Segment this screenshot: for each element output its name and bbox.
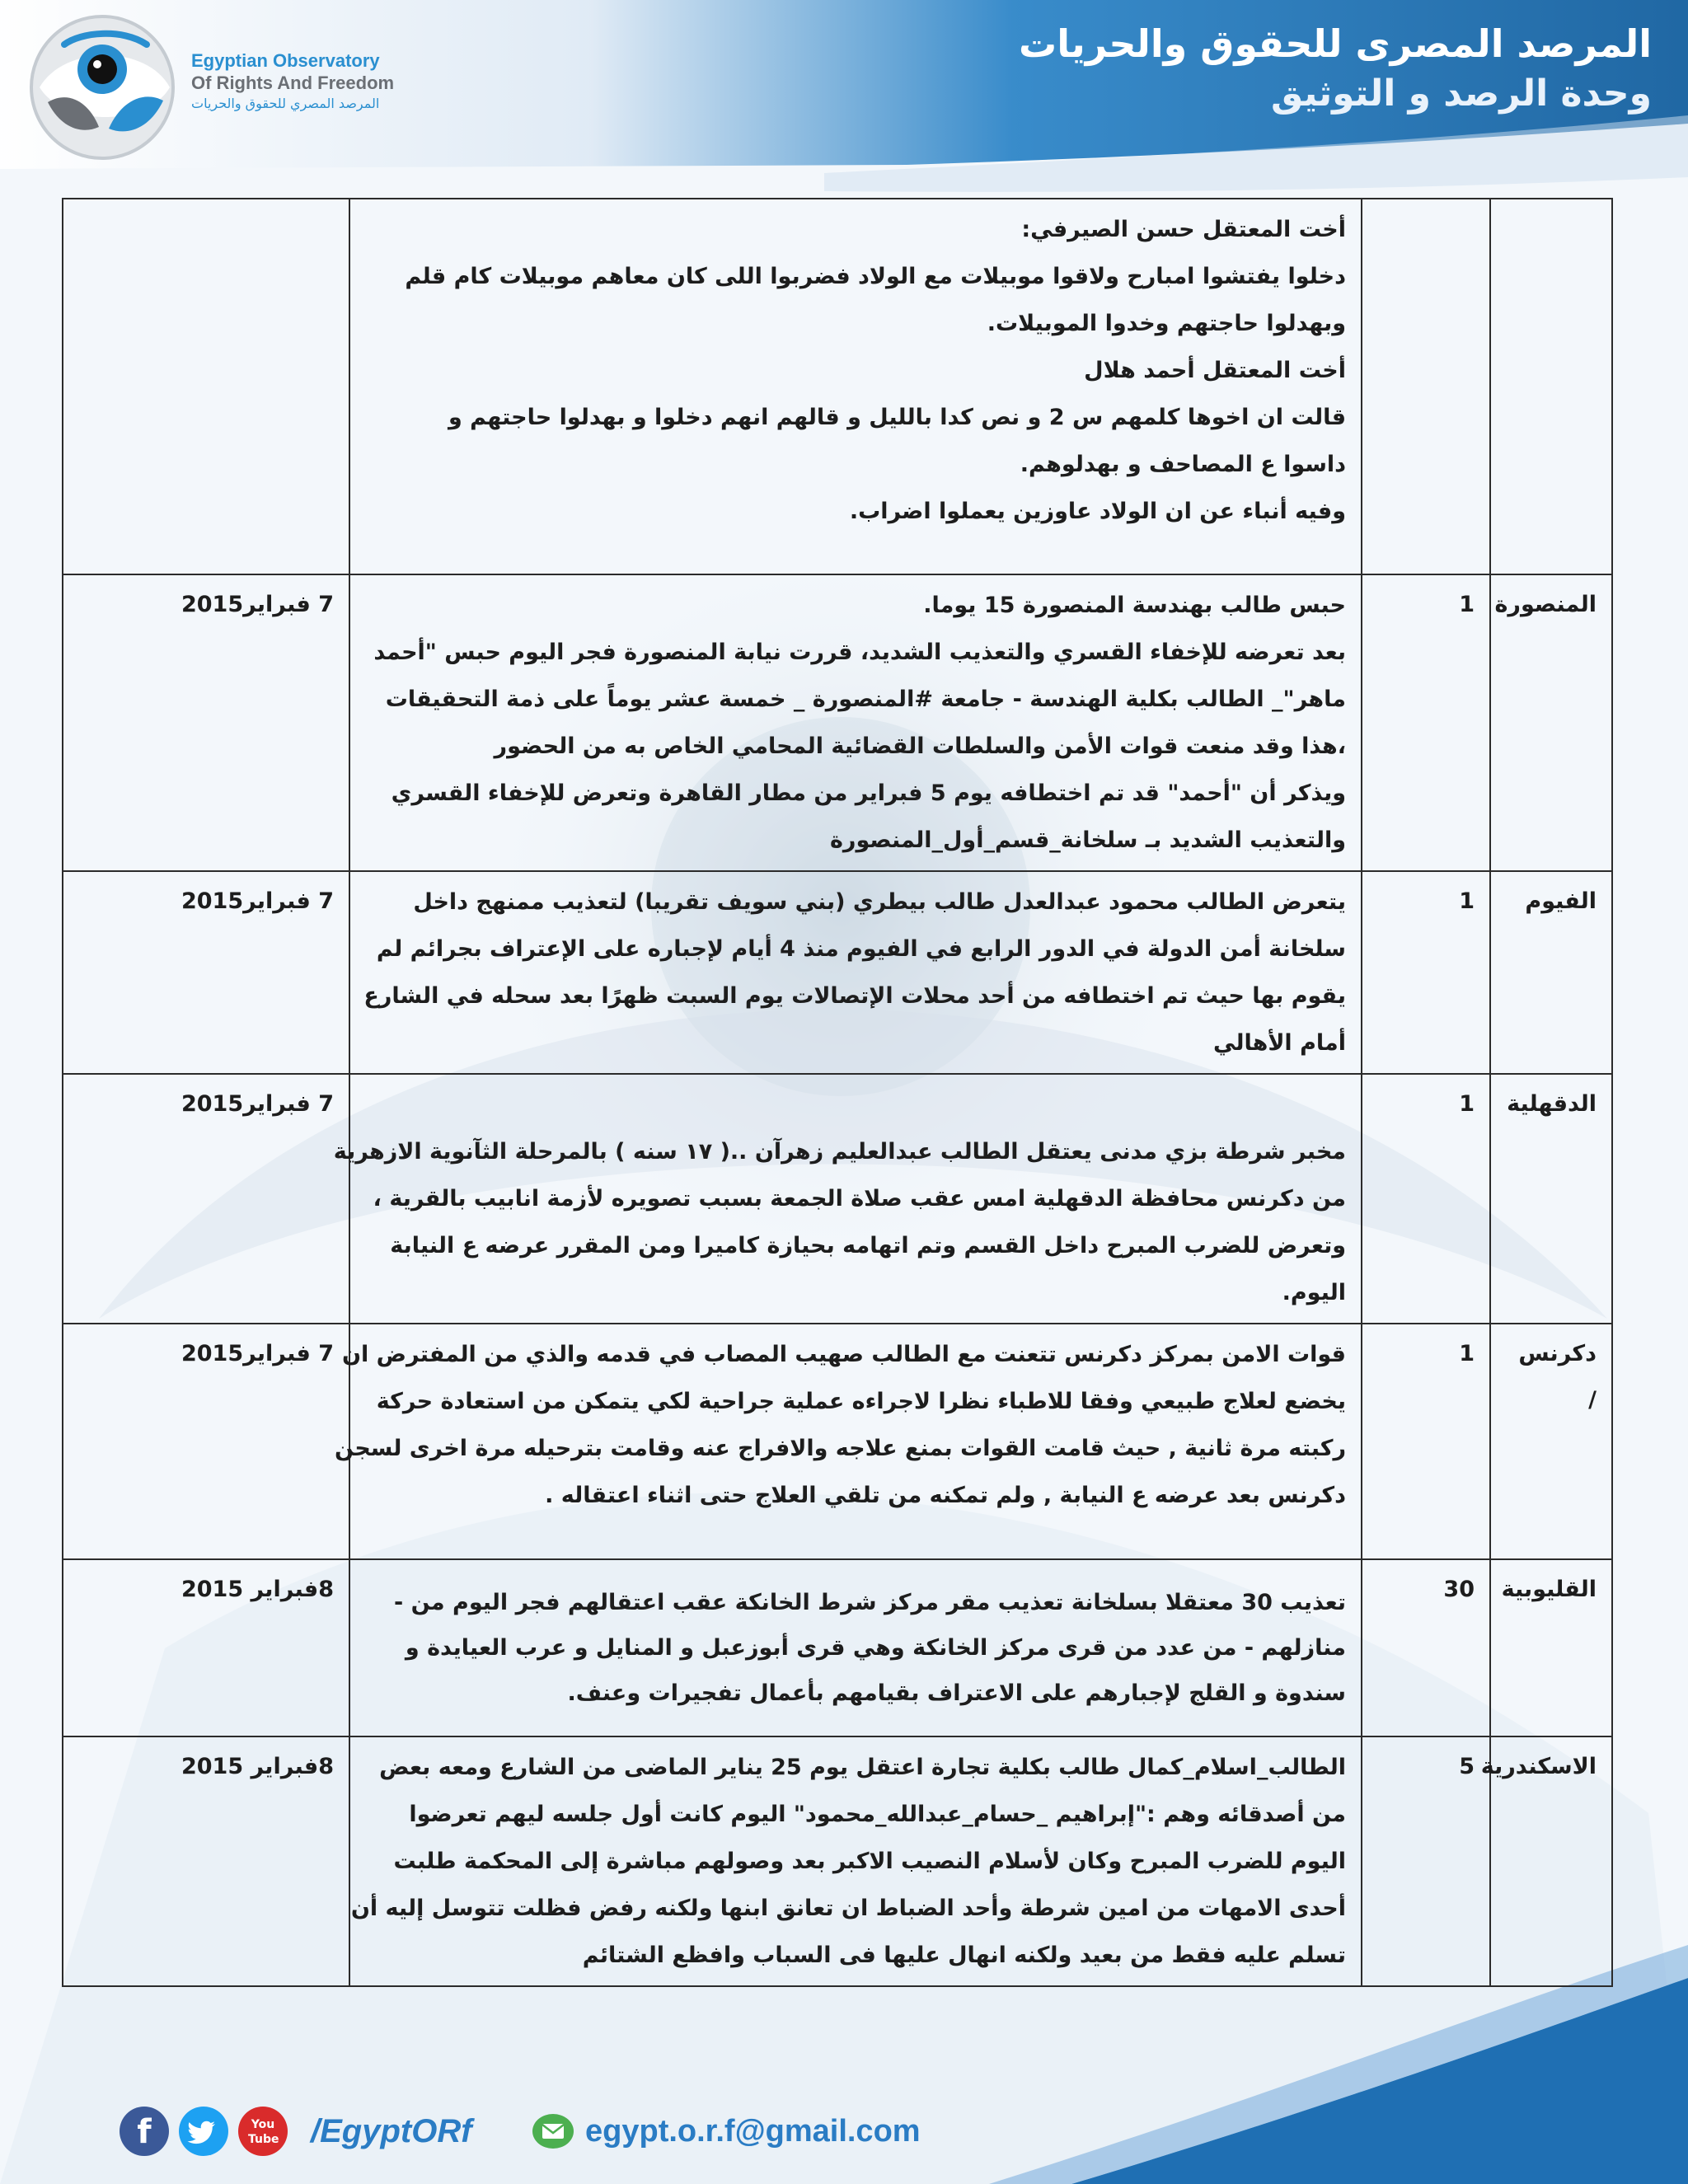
count-cell [1362,199,1490,574]
description-line: اليوم للضرب المبرح وكان لأسلام النصيب الاكبر بعد وصولهم مباشرة إلى المحكمة طلبت [393,1849,1346,1874]
description-line: ماهر"_ الطالب بكلية الهندسة - جامعة #المنصورة _ خمسة عشر يوماً على ذمة التحقيقات [385,687,1346,712]
count-cell: 5 [1362,1736,1490,1986]
description-line: داسوا ع المصاحف و بهدلوهم. [1020,452,1346,477]
youtube-label: You Tube [248,2118,279,2146]
governorate-cell: القليوبية [1490,1559,1612,1736]
date-cell: 7 فبراير2015 [63,1324,349,1559]
count-cell: 1 [1362,1324,1490,1559]
description-cell [349,574,1362,871]
description-line: من أصدقائه وهم :"إبراهيم _حسام_عبدالله_محمود" اليوم كانت أول جلسه ليهم تعرضوا [409,1802,1346,1827]
count-cell: 1 [1362,871,1490,1074]
logo-text [191,49,394,114]
description-cell [335,1324,1362,1559]
description-line: مخبر شرطة بزي مدنى يعتقل الطالب عبدالعليم زهرآن ..( ١٧ سنه ) بالمرحلة الثآنوية الازهرية [333,1139,1346,1165]
contact-email[interactable]: egypt.o.r.f@gmail.com [585,2114,921,2149]
description-line: سندوة و القلج لإجبارهم على الاعتراف بقيامهم بأعمال تفجيرات وعنف. [567,1680,1346,1706]
description-line: أخت المعتقل أحمد هلال [1084,358,1346,383]
header [1019,18,1652,119]
governorate-cell: الدقهلية [1490,1074,1612,1324]
date-cell: 8فبراير 2015 [63,1559,349,1736]
observatory-logo [23,12,188,162]
description-line: قالت ان اخوها كلمهم س 2 و نص كدا بالليل و قالهم انهم دخلوا و بهدلوا حاجتهم و [448,405,1346,430]
date-cell: 7 فبراير2015 [63,574,349,871]
description-cell [349,1559,1362,1736]
description-line: وتعرض للضرب المبرح داخل القسم وتم اتهامه بحيازة كاميرا ومن المقرر عرضه ع النيابة [390,1233,1346,1258]
table-row [63,1074,1612,1324]
table-row [63,574,1612,871]
description-line: تسلم عليه فقط من بعيد ولكنه انهال عليها فى السباب وافظع الشتائم [582,1943,1346,1968]
description-line: يقوم بها حيث تم اختطافه من أحد محلات الإتصالات يوم السبت ظهرًا بعد سحله في الشارع [363,983,1346,1009]
description-line: من دكرنس محافظة الدقهلية امس عقب صلاة الجمعة بسبب تصويره لأزمة انابيب بالقرية ، [373,1186,1346,1212]
description-line: سلخانة أمن الدولة في الدور الرابع في الفيوم منذ 4 أيام لإجباره على الإعتراف بجرائم لم [376,936,1346,962]
logo-arabic-line: المرصد المصري للحقوق والحريات [191,96,380,111]
description-cell [333,1074,1362,1324]
description-line: وبهدلوا حاجتهم وخدوا الموبيلات. [987,311,1346,336]
logo-english-line2: Of Rights And Freedom [191,73,395,93]
description-line: ،هذا وقد منعت قوات الأمن والسلطات القضائية المحامي الخاص به من الحضور [494,733,1346,759]
facebook-icon[interactable]: f [120,2107,169,2156]
description-line [365,1567,1346,1580]
description-line: ركبته مرة ثانية , حيث قامت القوات بمنع علاجه والافراج عنه وقامت بترحيله مرة اخرى لسجن [335,1436,1346,1461]
description-line: اليوم. [1282,1280,1346,1305]
description-line: والتعذيب الشديد بـ سلخانة_قسم_أول_المنصورة [829,827,1346,853]
description-line: أمام الأهالي [1213,1030,1346,1056]
date-cell: 8فبراير 2015 [63,1736,349,1986]
logo-english-line1: Egyptian Observatory [191,50,380,71]
youtube-icon[interactable] [238,2107,288,2156]
description-line: يخضع لعلاج طبيعي وفقا للاطباء نظرا لاجراءه عملية جراحية لكي يتمكن من استعادة حركة [376,1389,1346,1414]
count-cell: 1 [1362,1074,1490,1324]
table-row [63,1324,1612,1559]
table-row [63,1559,1612,1736]
description-line: تعذيب 30 معتقلا بسلخانة تعذيب مقر مركز شرط الخانكة عقب اعتقالهم فجر اليوم من - [394,1590,1346,1615]
description-line: دخلوا يفتشوا امبارح ولاقوا موبيلات مع الولاد فضربوا اللى كان معاهم موبيلات كام قلم [405,264,1346,289]
table-row [63,1736,1612,1986]
description-line: قوات الامن بمركز دكرنس تتعنت مع الطالب صهيب المصاب في قدمه والذي من المفترض ان [341,1342,1346,1367]
description-line: منازلهم - من عدد من قرى مركز الخانكة وهي قرى أبوزعبل و المنايل و عرب العيايدة و [405,1635,1346,1661]
description-line: أخت المعتقل حسن الصيرفي: [1021,217,1346,242]
description-line: بعد تعرضه للإخفاء القسري والتعذيب الشديد، قررت نيابة المنصورة فجر اليوم حبس "أحمد [373,640,1346,665]
governorate-cell [1490,199,1612,574]
count-cell: 30 [1362,1559,1490,1736]
description-line: دكرنس بعد عرضه ع النيابة , ولم تمكنه من تلقي العلاج حتى اثناء اعتقاله . [545,1483,1346,1508]
social-handle[interactable]: /EgyptORf [311,2113,472,2149]
description-cell [349,199,1362,574]
description-line [365,1081,1346,1128]
description-cell [349,871,1362,1074]
table-row [63,871,1612,1074]
description-line: أحدى الامهات من امين شرطة وأحد الضباط ان تعانق ابنها ولكنه رفض فظلت تتوسل إليه أن [350,1896,1346,1921]
mail-icon [532,2113,574,2149]
description-line: حبس طالب بهندسة المنصورة 15 يوما. [923,593,1346,618]
violations-table [62,198,1613,1987]
footer [120,2107,1191,2164]
description-line: وفيه أنباء عن ان الولاد عاوزين يعملوا اضراب. [849,499,1346,524]
description-line: يتعرض الطالب محمود عبدالعدل طالب بيطري (بني سويف تقريبا) لتعذيب ممنهج داخل [413,889,1346,915]
description-cell [349,1736,1362,1986]
governorate-cell: الاسكندرية [1490,1736,1612,1986]
governorate-cell: الفيوم [1490,871,1612,1074]
count-cell: 1 [1362,574,1490,871]
date-cell [63,199,349,574]
table-row [63,199,1612,574]
governorate-cell: دكرنس / [1490,1324,1612,1559]
header-title: المرصد المصرى للحقوق والحريات [1019,21,1652,66]
date-cell: 7 فبراير2015 [63,871,349,1074]
governorate-cell: المنصورة [1490,574,1612,871]
header-subtitle: وحدة الرصد و التوثيق [1271,73,1652,115]
twitter-icon[interactable] [179,2107,228,2156]
description-line: ويذكر أن "أحمد" قد تم اختطافه يوم 5 فبراير من مطار القاهرة وتعرض للإخفاء القسري [391,780,1346,806]
date-cell: 7 فبراير2015 [63,1074,349,1324]
description-line: الطالب_اسلام_كمال طالب بكلية تجارة اعتقل يوم 25 يناير الماضى من الشارع ومعه بعض [379,1755,1346,1780]
